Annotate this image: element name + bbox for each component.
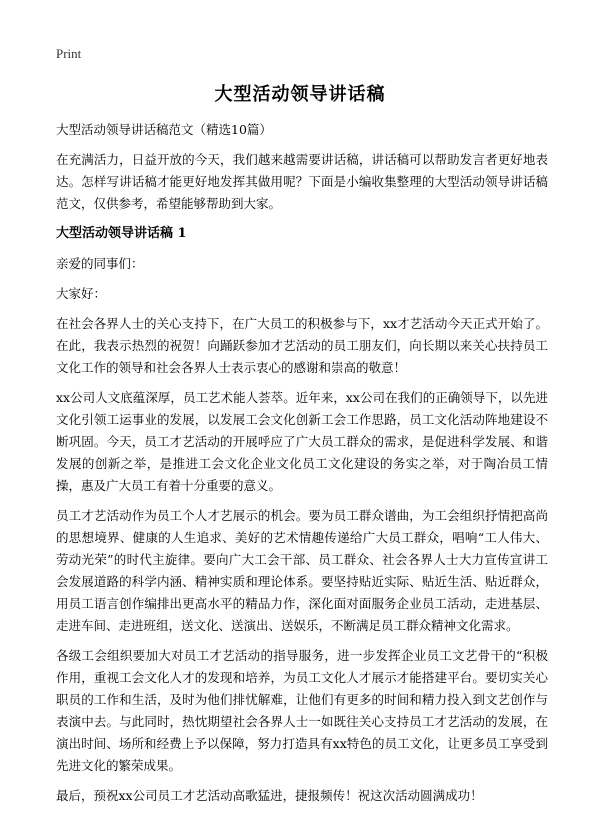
document-subtitle: 大型活动领导讲话稿范文（精选10篇）: [56, 122, 272, 137]
print-label[interactable]: Print: [56, 46, 82, 61]
body-paragraph: 员工才艺活动作为员工个人才艺展示的机会。要为员工群众谱曲，为工会组织抒情把高尚的思想境界、健康的人生追求、美好的艺术情趣传递给广大员工群众，唱响“工人伟大、劳动光荣”的时代主旋律。要向广大工会干部、员工群众、社会各界人士大力宣传宣讲工会发展道路的科学内涵、精神实质和理论体系。要坚持贴近实际、贴近生活、贴近群众，用员工语言创作编排出更高水平的精品力作，深化面对面服务企业员工活动，走进基层、走进车间、走进班组，送文化、送演出、送娱乐，不断满足员工群众精神文化需求。: [56, 508, 548, 633]
document-title: 大型活动领导讲话稿: [214, 84, 386, 105]
salutation: 大家好：: [56, 286, 107, 301]
document-body: [56, 119, 548, 815]
intro-paragraph: 在充满活力，日益开放的今天，我们越来越需要讲话稿，讲话稿可以帮助发言者更好地表达。怎样写讲话稿才能更好地发挥其做用呢？下面是小编收集整理的大型活动领导讲话稿范文，仅供参考，希望能够帮助到大家。: [56, 152, 548, 211]
body-paragraph: 在社会各界人士的关心支持下，在广大员工的积极参与下，xx才艺活动今天正式开始了。在此，我表示热烈的祝贺！向踊跃参加才艺活动的员工朋友们，向长期以来关心扶持员工文化工作的领导和社会各界人士表示衷心的感谢和崇高的敬意！: [56, 316, 548, 375]
section-heading: 大型活动领导讲话稿 1: [56, 226, 187, 241]
greeting: 亲爱的同事们：: [56, 256, 144, 271]
body-paragraph: 各级工会组织要加大对员工才艺活动的指导服务，进一步发挥企业员工文艺骨干的“积极作用，重视工会文化人才的发现和培养，为员工文化人才展示才能搭建平台。要切实关心职员的工作和生活，及时为他们排忧解难，让他们有更多的时间和精力投入到文艺创作与表演中去。与此同时，热忱期望社会各界人士一如既往关心支持员工才艺活动的发展，在演出时间、场所和经费上予以保障，努力打造具有xx特色的员工文化，让更多员工享受到先进文化的繁荣成果。: [56, 648, 548, 773]
body-paragraph: xx公司人文底蕴深厚，员工艺术能人荟萃。近年来，xx公司在我们的正确领导下，以先进文化引领工运事业的发展，以发展工会文化创新工会工作思路，员工文化活动阵地建设不断巩固。今天，员工才艺活动的开展呼应了广大员工群众的需求，是促进科学发展、和谐发展的创新之举，是推进工会文化企业文化员工文化建设的务实之举，对于陶冶员工情操，惠及广大员工有着十分重要的意义。: [56, 390, 548, 493]
closing-paragraph: 最后，预祝xx公司员工才艺活动高歌猛进，捷报频传！祝这次活动圆满成功！: [56, 788, 483, 803]
